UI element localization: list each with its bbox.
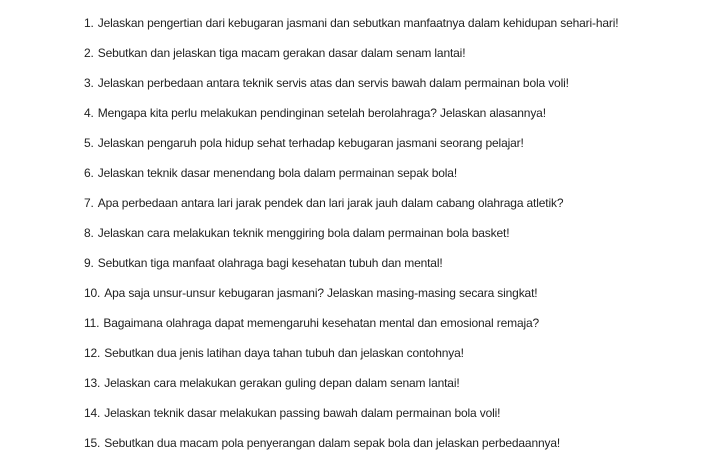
- question-text: Jelaskan teknik dasar menendang bola dalam permainan sepak bola!: [97, 166, 458, 180]
- question-text: Jelaskan pengaruh pola hidup sehat terhadap kebugaran jasmani seorang pelajar!: [97, 136, 524, 150]
- question-item: [84, 8, 704, 38]
- question-text: Jelaskan cara melakukan teknik menggiring bola dalam permainan bola basket!: [97, 226, 510, 240]
- question-number: 6.: [84, 166, 94, 180]
- question-number: 3.: [84, 76, 94, 90]
- question-item: [84, 368, 704, 398]
- question-item: [84, 398, 704, 428]
- question-item: [84, 68, 704, 98]
- question-item: [84, 218, 704, 248]
- question-item: [84, 338, 704, 368]
- question-number: 11.: [84, 316, 100, 330]
- question-text: Mengapa kita perlu melakukan pendinginan setelah berolahraga? Jelaskan alasannya!: [97, 106, 546, 120]
- question-item: [84, 188, 704, 218]
- question-item: [84, 38, 704, 68]
- question-number: 4.: [84, 106, 94, 120]
- question-item: [84, 248, 704, 278]
- question-item: [84, 278, 704, 308]
- question-text: Sebutkan dua jenis latihan daya tahan tubuh dan jelaskan contohnya!: [104, 346, 464, 360]
- question-text: Jelaskan cara melakukan gerakan guling depan dalam senam lantai!: [104, 376, 460, 390]
- question-text: Jelaskan teknik dasar melakukan passing bawah dalam permainan bola voli!: [104, 406, 501, 420]
- question-number: 2.: [84, 46, 94, 60]
- question-number: 5.: [84, 136, 94, 150]
- question-text: Sebutkan dan jelaskan tiga macam gerakan dasar dalam senam lantai!: [97, 46, 466, 60]
- question-number: 14.: [84, 406, 101, 420]
- question-text: Sebutkan dua macam pola penyerangan dalam sepak bola dan jelaskan perbedaannya!: [104, 436, 561, 450]
- question-item: [84, 128, 704, 158]
- question-item: [84, 308, 704, 338]
- question-number: 15.: [84, 436, 101, 450]
- question-number: 10.: [84, 286, 101, 300]
- question-text: Jelaskan perbedaan antara teknik servis atas dan servis bawah dalam permainan bola voli!: [97, 76, 569, 90]
- question-text: Apa perbedaan antara lari jarak pendek dan lari jarak jauh dalam cabang olahraga atletik?: [97, 196, 564, 210]
- question-number: 9.: [84, 256, 94, 270]
- question-text: Jelaskan pengertian dari kebugaran jasmani dan sebutkan manfaatnya dalam kehidupan sehari-hari!: [97, 16, 619, 30]
- question-text: Bagaimana olahraga dapat memengaruhi kesehatan mental dan emosional remaja?: [103, 316, 540, 330]
- question-number: 13.: [84, 376, 101, 390]
- question-item: [84, 428, 704, 458]
- question-item: [84, 98, 704, 128]
- question-item: [84, 158, 704, 188]
- question-number: 8.: [84, 226, 94, 240]
- question-text: Apa saja unsur-unsur kebugaran jasmani? Jelaskan masing-masing secara singkat!: [104, 286, 538, 300]
- question-text: Sebutkan tiga manfaat olahraga bagi kesehatan tubuh dan mental!: [97, 256, 443, 270]
- question-list: [84, 8, 704, 458]
- question-number: 1.: [84, 16, 94, 30]
- question-number: 12.: [84, 346, 101, 360]
- question-number: 7.: [84, 196, 94, 210]
